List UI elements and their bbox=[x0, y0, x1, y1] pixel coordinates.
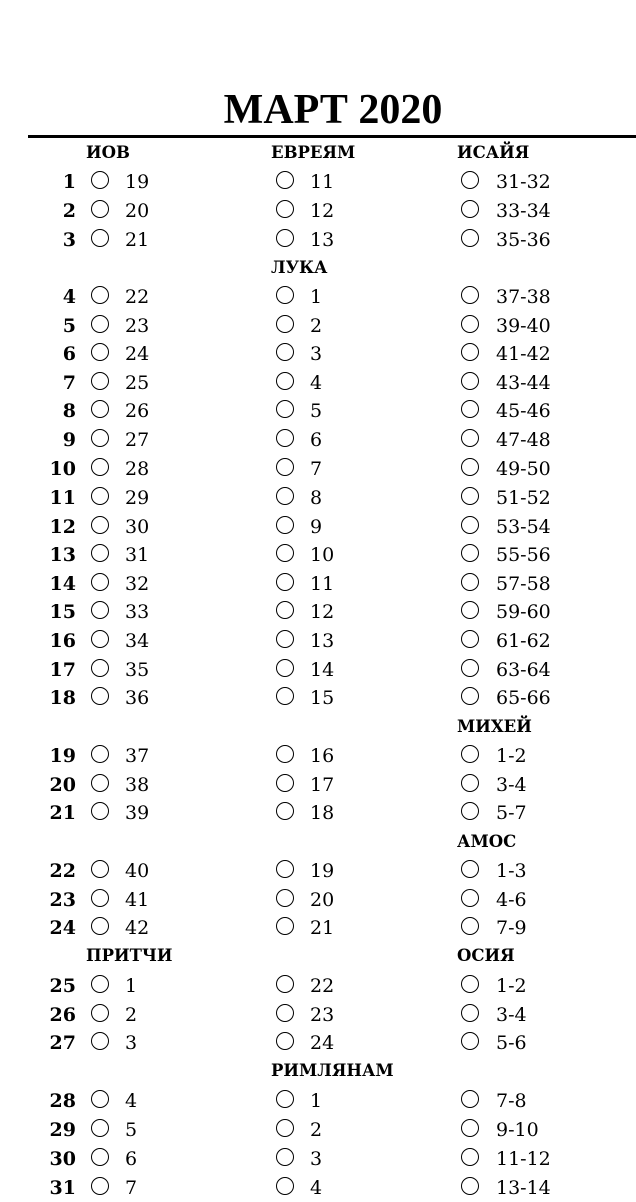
chapter-col-2: 21 bbox=[310, 917, 335, 939]
chapter-col-2: 12 bbox=[310, 601, 335, 623]
day-row bbox=[0, 197, 636, 225]
checkbox-col-2[interactable] bbox=[276, 975, 294, 993]
day-number: 23 bbox=[49, 889, 76, 911]
checkbox-col-3[interactable] bbox=[461, 1119, 479, 1137]
day-row bbox=[0, 168, 636, 196]
checkbox-col-2[interactable] bbox=[276, 400, 294, 418]
chapter-col-1: 20 bbox=[125, 200, 150, 222]
day-number: 2 bbox=[62, 200, 76, 222]
checkbox-col-3[interactable] bbox=[461, 802, 479, 820]
chapter-col-1: 23 bbox=[125, 315, 150, 337]
day-number: 27 bbox=[49, 1032, 76, 1054]
day-number: 24 bbox=[49, 917, 76, 939]
day-number: 3 bbox=[62, 229, 76, 251]
checkbox-col-3[interactable] bbox=[461, 601, 479, 619]
checkbox-col-2[interactable] bbox=[276, 458, 294, 476]
section-header-col-3: ОСИЯ bbox=[457, 946, 515, 965]
day-number: 17 bbox=[49, 659, 76, 681]
chapter-col-3: 4-6 bbox=[496, 889, 527, 911]
checkbox-col-3[interactable] bbox=[461, 429, 479, 447]
checkbox-col-1[interactable] bbox=[91, 975, 109, 993]
chapter-col-2: 18 bbox=[310, 802, 335, 824]
day-number: 8 bbox=[62, 400, 76, 422]
chapter-col-2: 8 bbox=[310, 487, 323, 509]
chapter-col-2: 2 bbox=[310, 315, 323, 337]
chapter-col-3: 39-40 bbox=[496, 315, 551, 337]
chapter-col-2: 10 bbox=[310, 544, 335, 566]
day-number: 1 bbox=[62, 171, 76, 193]
chapter-col-3: 11-12 bbox=[496, 1148, 551, 1170]
chapter-col-2: 6 bbox=[310, 429, 323, 451]
section-header-col-2: ЕВРЕЯМ bbox=[271, 143, 356, 162]
checkbox-col-3[interactable] bbox=[461, 1032, 479, 1050]
chapter-col-1: 42 bbox=[125, 917, 150, 939]
chapter-col-2: 20 bbox=[310, 889, 335, 911]
checkbox-col-3[interactable] bbox=[461, 458, 479, 476]
chapter-col-1: 27 bbox=[125, 429, 150, 451]
day-row bbox=[0, 1001, 636, 1029]
day-row bbox=[0, 656, 636, 684]
chapter-col-2: 1 bbox=[310, 1090, 323, 1112]
checkbox-col-2[interactable] bbox=[276, 487, 294, 505]
checkbox-col-1[interactable] bbox=[91, 889, 109, 907]
checkbox-col-1[interactable] bbox=[91, 1119, 109, 1137]
checkbox-col-1[interactable] bbox=[91, 802, 109, 820]
chapter-col-3: 37-38 bbox=[496, 286, 551, 308]
checkbox-col-1[interactable] bbox=[91, 745, 109, 763]
day-row bbox=[0, 426, 636, 454]
checkbox-col-3[interactable] bbox=[461, 860, 479, 878]
checkbox-col-2[interactable] bbox=[276, 229, 294, 247]
checkbox-col-2[interactable] bbox=[276, 315, 294, 333]
chapter-col-2: 11 bbox=[310, 171, 335, 193]
checkbox-col-2[interactable] bbox=[276, 1119, 294, 1137]
chapter-col-1: 19 bbox=[125, 171, 150, 193]
checkbox-col-2[interactable] bbox=[276, 544, 294, 562]
chapter-col-1: 6 bbox=[125, 1148, 138, 1170]
day-number: 6 bbox=[62, 343, 76, 365]
checkbox-col-1[interactable] bbox=[91, 544, 109, 562]
chapter-col-1: 28 bbox=[125, 458, 150, 480]
checkbox-col-2[interactable] bbox=[276, 516, 294, 534]
chapter-col-3: 49-50 bbox=[496, 458, 551, 480]
checkbox-col-3[interactable] bbox=[461, 343, 479, 361]
checkbox-col-1[interactable] bbox=[91, 1177, 109, 1195]
chapter-col-2: 3 bbox=[310, 1148, 323, 1170]
chapter-col-2: 11 bbox=[310, 573, 335, 595]
chapter-col-1: 36 bbox=[125, 687, 150, 709]
day-row bbox=[0, 1029, 636, 1057]
checkbox-col-2[interactable] bbox=[276, 601, 294, 619]
chapter-col-3: 33-34 bbox=[496, 200, 551, 222]
day-row bbox=[0, 771, 636, 799]
chapter-col-1: 31 bbox=[125, 544, 150, 566]
checkbox-col-1[interactable] bbox=[91, 860, 109, 878]
chapter-col-1: 35 bbox=[125, 659, 150, 681]
checkbox-col-2[interactable] bbox=[276, 745, 294, 763]
checkbox-col-1[interactable] bbox=[91, 1148, 109, 1166]
checkbox-col-1[interactable] bbox=[91, 400, 109, 418]
chapter-col-1: 29 bbox=[125, 487, 150, 509]
chapter-col-1: 7 bbox=[125, 1177, 138, 1199]
chapter-col-3: 31-32 bbox=[496, 171, 551, 193]
checkbox-col-3[interactable] bbox=[461, 372, 479, 390]
chapter-col-3: 3-4 bbox=[496, 774, 527, 796]
checkbox-col-1[interactable] bbox=[91, 774, 109, 792]
chapter-col-2: 12 bbox=[310, 200, 335, 222]
chapter-col-1: 26 bbox=[125, 400, 150, 422]
checkbox-col-1[interactable] bbox=[91, 687, 109, 705]
day-row bbox=[0, 684, 636, 712]
section-header-col-3: МИХЕЙ bbox=[457, 717, 532, 736]
day-row bbox=[0, 972, 636, 1000]
chapter-col-3: 53-54 bbox=[496, 516, 551, 538]
checkbox-col-1[interactable] bbox=[91, 630, 109, 648]
checkbox-col-2[interactable] bbox=[276, 917, 294, 935]
chapter-col-1: 25 bbox=[125, 372, 150, 394]
chapter-col-2: 24 bbox=[310, 1032, 335, 1054]
chapter-col-3: 65-66 bbox=[496, 687, 551, 709]
checkbox-col-1[interactable] bbox=[91, 1032, 109, 1050]
chapter-col-2: 15 bbox=[310, 687, 335, 709]
day-row bbox=[0, 541, 636, 569]
checkbox-col-2[interactable] bbox=[276, 200, 294, 218]
chapter-col-1: 3 bbox=[125, 1032, 138, 1054]
checkbox-col-1[interactable] bbox=[91, 343, 109, 361]
checkbox-col-2[interactable] bbox=[276, 1148, 294, 1166]
checkbox-col-2[interactable] bbox=[276, 687, 294, 705]
chapter-col-2: 17 bbox=[310, 774, 335, 796]
day-row bbox=[0, 886, 636, 914]
section-header-col-2: РИМЛЯНАМ bbox=[271, 1061, 394, 1080]
chapter-col-1: 34 bbox=[125, 630, 150, 652]
checkbox-col-2[interactable] bbox=[276, 1004, 294, 1022]
checkbox-col-3[interactable] bbox=[461, 1004, 479, 1022]
day-number: 20 bbox=[49, 774, 76, 796]
chapter-col-2: 4 bbox=[310, 372, 323, 394]
section-header-col-3: АМОС bbox=[457, 832, 517, 851]
checkbox-col-3[interactable] bbox=[461, 630, 479, 648]
day-row bbox=[0, 1087, 636, 1115]
day-number: 10 bbox=[49, 458, 76, 480]
checkbox-col-1[interactable] bbox=[91, 573, 109, 591]
checkbox-col-3[interactable] bbox=[461, 975, 479, 993]
chapter-col-1: 22 bbox=[125, 286, 150, 308]
chapter-col-2: 3 bbox=[310, 343, 323, 365]
chapter-col-3: 1-3 bbox=[496, 860, 527, 882]
checkbox-col-1[interactable] bbox=[91, 458, 109, 476]
day-row bbox=[0, 627, 636, 655]
day-number: 19 bbox=[49, 745, 76, 767]
checkbox-col-3[interactable] bbox=[461, 889, 479, 907]
checkbox-col-1[interactable] bbox=[91, 171, 109, 189]
checkbox-col-3[interactable] bbox=[461, 171, 479, 189]
chapter-col-3: 63-64 bbox=[496, 659, 551, 681]
chapter-col-3: 5-6 bbox=[496, 1032, 527, 1054]
chapter-col-2: 5 bbox=[310, 400, 323, 422]
day-row bbox=[0, 226, 636, 254]
checkbox-col-1[interactable] bbox=[91, 659, 109, 677]
day-row bbox=[0, 799, 636, 827]
checkbox-col-1[interactable] bbox=[91, 1004, 109, 1022]
chapter-col-1: 37 bbox=[125, 745, 150, 767]
checkbox-col-2[interactable] bbox=[276, 802, 294, 820]
checkbox-col-1[interactable] bbox=[91, 1090, 109, 1108]
day-number: 18 bbox=[49, 687, 76, 709]
checkbox-col-1[interactable] bbox=[91, 601, 109, 619]
chapter-col-3: 35-36 bbox=[496, 229, 551, 251]
day-number: 28 bbox=[49, 1090, 76, 1112]
chapter-col-3: 7-9 bbox=[496, 917, 527, 939]
day-number: 31 bbox=[49, 1177, 76, 1199]
chapter-col-2: 22 bbox=[310, 975, 335, 997]
checkbox-col-1[interactable] bbox=[91, 229, 109, 247]
day-row bbox=[0, 283, 636, 311]
section-header-col-1: ПРИТЧИ bbox=[86, 946, 173, 965]
checkbox-col-3[interactable] bbox=[461, 200, 479, 218]
day-row bbox=[0, 312, 636, 340]
day-number: 12 bbox=[49, 516, 76, 538]
checkbox-col-2[interactable] bbox=[276, 1177, 294, 1195]
chapter-col-1: 1 bbox=[125, 975, 138, 997]
chapter-col-1: 5 bbox=[125, 1119, 138, 1141]
page-title: МАРТ 2020 bbox=[223, 87, 443, 133]
checkbox-col-3[interactable] bbox=[461, 487, 479, 505]
checkbox-col-2[interactable] bbox=[276, 429, 294, 447]
checkbox-col-2[interactable] bbox=[276, 171, 294, 189]
checkbox-col-1[interactable] bbox=[91, 429, 109, 447]
chapter-col-3: 13-14 bbox=[496, 1177, 551, 1199]
chapter-col-1: 39 bbox=[125, 802, 150, 824]
day-number: 9 bbox=[62, 429, 76, 451]
checkbox-col-2[interactable] bbox=[276, 659, 294, 677]
checkbox-col-1[interactable] bbox=[91, 200, 109, 218]
chapter-col-3: 3-4 bbox=[496, 1004, 527, 1026]
chapter-col-2: 13 bbox=[310, 229, 335, 251]
day-row bbox=[0, 742, 636, 770]
chapter-col-2: 16 bbox=[310, 745, 335, 767]
checkbox-col-1[interactable] bbox=[91, 516, 109, 534]
chapter-col-1: 4 bbox=[125, 1090, 138, 1112]
day-number: 7 bbox=[62, 372, 76, 394]
checkbox-col-3[interactable] bbox=[461, 229, 479, 247]
chapter-col-2: 13 bbox=[310, 630, 335, 652]
checkbox-col-3[interactable] bbox=[461, 315, 479, 333]
checkbox-col-2[interactable] bbox=[276, 1090, 294, 1108]
checkbox-col-1[interactable] bbox=[91, 487, 109, 505]
chapter-col-1: 33 bbox=[125, 601, 150, 623]
chapter-col-2: 23 bbox=[310, 1004, 335, 1026]
chapter-col-2: 14 bbox=[310, 659, 335, 681]
chapter-col-2: 2 bbox=[310, 1119, 323, 1141]
day-number: 29 bbox=[49, 1119, 76, 1141]
day-number: 21 bbox=[49, 802, 76, 824]
day-number: 11 bbox=[49, 487, 76, 509]
chapter-col-2: 7 bbox=[310, 458, 323, 480]
checkbox-col-3[interactable] bbox=[461, 544, 479, 562]
day-row bbox=[0, 513, 636, 541]
chapter-col-3: 43-44 bbox=[496, 372, 551, 394]
title-divider bbox=[28, 135, 636, 138]
chapter-col-2: 1 bbox=[310, 286, 323, 308]
checkbox-col-3[interactable] bbox=[461, 286, 479, 304]
checkbox-col-3[interactable] bbox=[461, 659, 479, 677]
checkbox-col-2[interactable] bbox=[276, 1032, 294, 1050]
chapter-col-1: 21 bbox=[125, 229, 150, 251]
day-number: 15 bbox=[49, 601, 76, 623]
day-row bbox=[0, 340, 636, 368]
chapter-col-1: 32 bbox=[125, 573, 150, 595]
checkbox-col-2[interactable] bbox=[276, 860, 294, 878]
chapter-col-3: 1-2 bbox=[496, 745, 527, 767]
day-number: 13 bbox=[49, 544, 76, 566]
chapter-col-1: 30 bbox=[125, 516, 150, 538]
checkbox-col-2[interactable] bbox=[276, 573, 294, 591]
chapter-col-2: 9 bbox=[310, 516, 323, 538]
checkbox-col-1[interactable] bbox=[91, 372, 109, 390]
checkbox-col-1[interactable] bbox=[91, 315, 109, 333]
chapter-col-3: 59-60 bbox=[496, 601, 551, 623]
day-number: 26 bbox=[49, 1004, 76, 1026]
checkbox-col-1[interactable] bbox=[91, 286, 109, 304]
checkbox-col-3[interactable] bbox=[461, 1148, 479, 1166]
chapter-col-3: 5-7 bbox=[496, 802, 527, 824]
section-header-col-2: ЛУКА bbox=[271, 258, 328, 277]
day-row bbox=[0, 914, 636, 942]
checkbox-col-3[interactable] bbox=[461, 400, 479, 418]
chapter-col-3: 47-48 bbox=[496, 429, 551, 451]
day-number: 25 bbox=[49, 975, 76, 997]
day-row bbox=[0, 598, 636, 626]
day-row bbox=[0, 1145, 636, 1173]
checkbox-col-3[interactable] bbox=[461, 687, 479, 705]
day-row bbox=[0, 1116, 636, 1144]
checkbox-col-2[interactable] bbox=[276, 372, 294, 390]
day-number: 4 bbox=[62, 286, 76, 308]
chapter-col-3: 61-62 bbox=[496, 630, 551, 652]
chapter-col-3: 57-58 bbox=[496, 573, 551, 595]
chapter-col-2: 19 bbox=[310, 860, 335, 882]
checkbox-col-3[interactable] bbox=[461, 1090, 479, 1108]
chapter-col-3: 51-52 bbox=[496, 487, 551, 509]
chapter-col-2: 4 bbox=[310, 1177, 323, 1199]
chapter-col-1: 24 bbox=[125, 343, 150, 365]
day-number: 16 bbox=[49, 630, 76, 652]
checkbox-col-3[interactable] bbox=[461, 774, 479, 792]
checkbox-col-3[interactable] bbox=[461, 917, 479, 935]
section-header-col-1: ИОВ bbox=[86, 143, 130, 162]
chapter-col-3: 7-8 bbox=[496, 1090, 527, 1112]
day-row bbox=[0, 455, 636, 483]
chapter-col-1: 38 bbox=[125, 774, 150, 796]
chapter-col-1: 41 bbox=[125, 889, 150, 911]
checkbox-col-2[interactable] bbox=[276, 286, 294, 304]
chapter-col-3: 41-42 bbox=[496, 343, 551, 365]
day-row bbox=[0, 369, 636, 397]
checkbox-col-3[interactable] bbox=[461, 1177, 479, 1195]
day-row bbox=[0, 857, 636, 885]
checkbox-col-2[interactable] bbox=[276, 889, 294, 907]
chapter-col-3: 1-2 bbox=[496, 975, 527, 997]
section-header-col-3: ИСАЙЯ bbox=[457, 143, 530, 162]
checkbox-col-3[interactable] bbox=[461, 516, 479, 534]
checkbox-col-1[interactable] bbox=[91, 917, 109, 935]
chapter-col-3: 45-46 bbox=[496, 400, 551, 422]
day-number: 30 bbox=[49, 1148, 76, 1170]
checkbox-col-2[interactable] bbox=[276, 630, 294, 648]
checkbox-col-3[interactable] bbox=[461, 745, 479, 763]
day-number: 14 bbox=[49, 573, 76, 595]
day-number: 22 bbox=[49, 860, 76, 882]
checkbox-col-3[interactable] bbox=[461, 573, 479, 591]
chapter-col-3: 9-10 bbox=[496, 1119, 539, 1141]
checkbox-col-2[interactable] bbox=[276, 774, 294, 792]
day-row bbox=[0, 397, 636, 425]
chapter-col-3: 55-56 bbox=[496, 544, 551, 566]
chapter-col-1: 2 bbox=[125, 1004, 138, 1026]
checkbox-col-2[interactable] bbox=[276, 343, 294, 361]
day-row bbox=[0, 1174, 636, 1202]
day-number: 5 bbox=[62, 315, 76, 337]
day-row bbox=[0, 570, 636, 598]
day-row bbox=[0, 484, 636, 512]
chapter-col-1: 40 bbox=[125, 860, 150, 882]
